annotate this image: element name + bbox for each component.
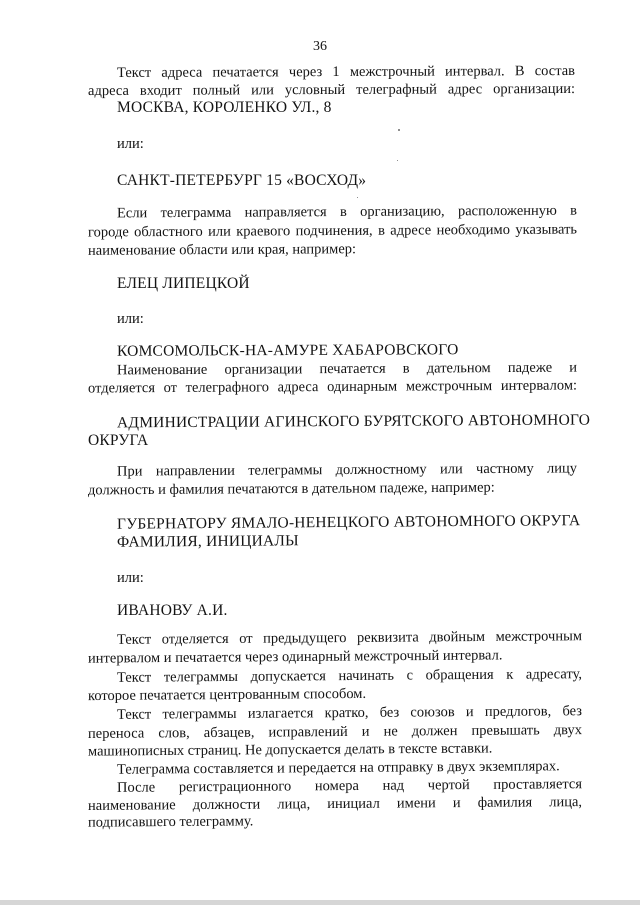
body-line: которое печатается центрованным способом. [87,685,367,705]
body-line: подписавшего телеграмму. [87,813,254,831]
or-label: или: [117,136,144,152]
page-number: 36 [313,39,327,54]
address-line: ЕЛЕЦ ЛИПЕЦКОЙ [117,275,250,292]
body-line: машинописных страниц. Не допускается делать в тексте вставки. [87,740,493,760]
body-line: При направлении телеграммы должностному или частному лицу [116,460,578,480]
body-line: наименование области или края, например: [87,241,357,259]
body-line: Наименование организации печатается в дательном падеже и [116,359,578,379]
address-line: ФАМИЛИЯ, ИНИЦИАЛЫ [116,532,299,551]
body-line: После регистрационного номера над чертой проставляется [116,776,583,796]
body-line: должность и фамилия печатаются в дательном падеже, например: [87,479,495,499]
address-line: МОСКВА, КОРОЛЕНКО УЛ., 8 [117,99,332,116]
body-line: отделяется от телеграфного адреса одинарным межстрочным интервалом: [87,377,578,397]
body-line: городе областного или краевого подчинения, в адресе необходимо указывать [87,221,578,241]
body-line: интервалом и печатается через одинарный межстрочный интервал. [87,647,503,667]
body-line: Текст телеграммы допускается начинать с обращения к адресату, [116,666,583,686]
scan-speck [397,160,398,161]
or-label: или: [117,570,144,586]
body-line: Если телеграмма направляется в организацию, расположенную в [116,202,578,222]
scan-speck [398,129,400,131]
body-line: адреса входит полный или условный телеграфный адрес организации: [87,80,576,100]
body-line: переноса слов, абзацев, исправлений и не должен превышать двух [87,722,583,742]
address-line: САНКТ-ПЕТЕРБУРГ 15 «ВОСХОД» [117,172,367,189]
address-line: ИВАНОВУ А.И. [117,602,228,619]
body-line: Текст телеграммы излагается кратко, без союзов и предлогов, без [116,703,583,723]
address-line: АДМИНИСТРАЦИИ АГИНСКОГО БУРЯТСКОГО АВТОНОМНОГО [116,411,591,432]
scan-speck [357,197,358,198]
or-label: или: [117,311,144,327]
scan-bottom-edge [0,900,640,905]
body-line: Текст отделяется от предыдущего реквизита двойным межстрочным [116,628,583,648]
body-line: Текст адреса печатается через 1 межстрочный интервал. В состав [116,63,576,81]
address-line: ОКРУГА [88,432,149,449]
address-line: ГУБЕРНАТОРУ ЯМАЛО-НЕНЕЦКОГО АВТОНОМНОГО ОКРУГА [116,512,581,533]
body-line: наименование должности лица, инициал имени и фамилия лица, [87,794,583,814]
address-line: КОМСОМОЛЬСК-НА-АМУРЕ ХАБАРОВСКОГО [116,341,459,360]
body-line: Телеграмма составляется и передается на отправку в двух экземплярах. [116,758,560,778]
